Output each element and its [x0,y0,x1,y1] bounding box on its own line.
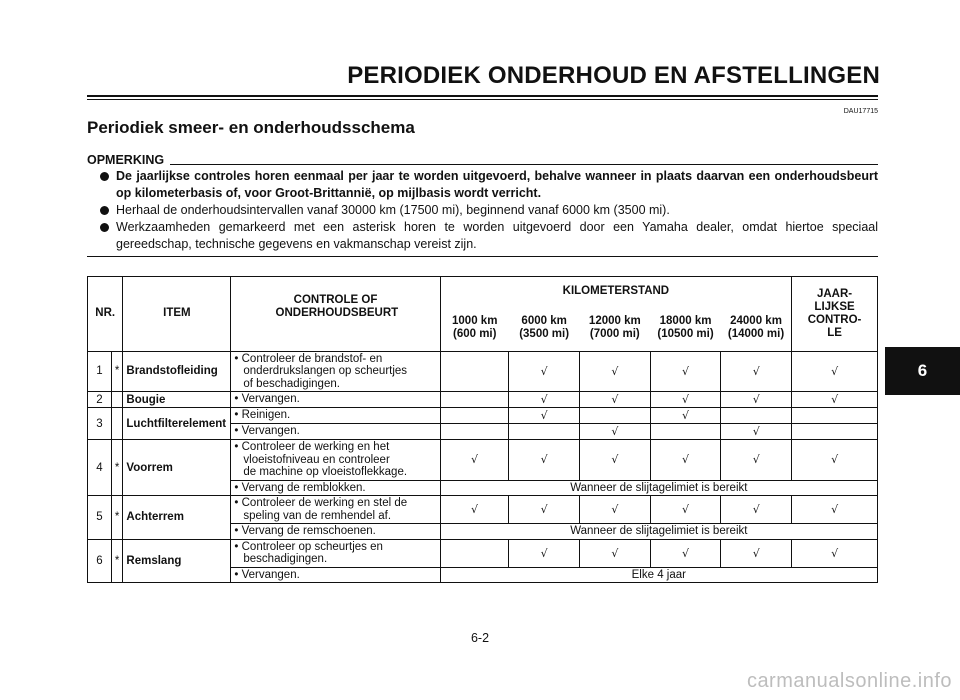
check-mark-icon: √ [792,496,878,524]
note-end-rule [87,256,878,257]
dealer-asterisk: * [111,440,122,496]
item-name: Achterrem [123,496,231,540]
maintenance-action: • Vervang de remblokken. [231,480,440,496]
check-mark-icon: √ [650,496,721,524]
table-row [88,408,878,424]
note-label: OPMERKING [87,153,165,167]
interval-note: Wanneer de slijtagelimiet is bereikt [440,480,877,496]
maintenance-action: • Controleer de brandstof- en onderdrukslangen op scheurtjes of beschadigingen. [231,351,440,392]
row-number: 1 [88,351,112,392]
note-text: De jaarlijkse controles horen eenmaal per jaar te worden uitgevoerd, behalve wanneer in plaats daarvan een onderhoudsbeurt op kilometerbasis of, voor Groot-Brittannië, op mijlbasis wordt verricht. [116,169,878,200]
check-mark-icon [650,424,721,440]
interval-note: Elke 4 jaar [440,567,877,583]
check-mark-icon: √ [650,392,721,408]
check-mark-icon: √ [509,351,580,392]
header-check: CONTROLE OF ONDERHOUDSBEURT [231,277,440,352]
dealer-asterisk [111,392,122,408]
check-mark-icon: √ [509,440,580,481]
table-row [88,440,878,481]
check-mark-icon: √ [721,539,792,567]
maintenance-action: • Controleer op scheurtjes en beschadigingen. [231,539,440,567]
maintenance-action: • Vervangen. [231,392,440,408]
maintenance-action: • Reinigen. [231,408,440,424]
check-mark-icon [440,539,509,567]
check-mark-icon: √ [721,424,792,440]
table-header-row [88,277,878,306]
check-mark-icon [792,424,878,440]
item-name: Brandstofleiding [123,351,231,392]
check-mark-icon: √ [579,424,650,440]
chapter-rule [87,95,878,97]
doc-code: DAU17715 [843,108,878,115]
header-annual: JAAR-LIJKSE CONTRO-LE [792,277,878,352]
chapter-rule-thin [87,99,878,100]
check-mark-icon [440,351,509,392]
dealer-asterisk: * [111,539,122,583]
header-interval: 12000 km (7000 mi) [579,305,650,351]
check-mark-icon: √ [792,539,878,567]
row-number: 5 [88,496,112,540]
check-mark-icon: √ [650,408,721,424]
check-mark-icon: √ [721,392,792,408]
row-number: 2 [88,392,112,408]
item-name: Luchtfilterelement [123,408,231,440]
header-odometer: KILOMETERSTAND [440,277,792,306]
header-interval: 1000 km (600 mi) [440,305,509,351]
check-mark-icon: √ [579,351,650,392]
table-row [88,351,878,392]
row-number: 6 [88,539,112,583]
item-name: Remslang [123,539,231,583]
bullet-icon [100,172,109,181]
maintenance-action: • Vervangen. [231,567,440,583]
row-number: 4 [88,440,112,496]
header-interval: 24000 km (14000 mi) [721,305,792,351]
check-mark-icon [440,408,509,424]
maintenance-action: • Controleer de werking en stel de speling van de remhendel af. [231,496,440,524]
dealer-asterisk: * [111,351,122,392]
check-mark-icon: √ [650,351,721,392]
check-mark-icon: √ [579,539,650,567]
note-item [100,202,878,219]
note-header [87,153,878,167]
header-item: ITEM [123,277,231,352]
check-mark-icon: √ [440,496,509,524]
note-text: Werkzaamheden gemarkeerd met een asterisk horen te worden uitgevoerd door een Yamaha dealer, omdat hiertoe speciaal gereedschap, technische gegevens en vakmanschap vereist zijn. [116,220,878,251]
note-rule [170,164,878,165]
check-mark-icon: √ [509,496,580,524]
maintenance-action: • Vervangen. [231,424,440,440]
header-interval: 18000 km (10500 mi) [650,305,721,351]
check-mark-icon: √ [579,392,650,408]
item-name: Bougie [123,392,231,408]
check-mark-icon: √ [650,440,721,481]
check-mark-icon: √ [650,539,721,567]
check-mark-icon: √ [792,392,878,408]
check-mark-icon: √ [579,496,650,524]
page-number: 6-2 [470,631,490,645]
check-mark-icon: √ [721,496,792,524]
check-mark-icon: √ [440,440,509,481]
check-mark-icon: √ [721,351,792,392]
check-mark-icon [440,392,509,408]
check-mark-icon [440,424,509,440]
header-interval: 6000 km (3500 mi) [509,305,580,351]
note-item [100,219,878,253]
check-mark-icon: √ [792,351,878,392]
chapter-tab: 6 [885,347,960,395]
note-item [100,168,878,202]
maintenance-schedule-table [87,276,878,583]
check-mark-icon: √ [792,440,878,481]
table-row [88,392,878,408]
item-name: Voorrem [123,440,231,496]
check-mark-icon: √ [509,408,580,424]
check-mark-icon: √ [509,539,580,567]
check-mark-icon [721,408,792,424]
check-mark-icon [509,424,580,440]
check-mark-icon: √ [579,440,650,481]
check-mark-icon: √ [509,392,580,408]
bullet-icon [100,206,109,215]
interval-note: Wanneer de slijtagelimiet is bereikt [440,524,877,540]
maintenance-action: • Controleer de werking en het vloeistofniveau en controleer de machine op vloeistoflekkage. [231,440,440,481]
header-nr: NR. [88,277,123,352]
check-mark-icon: √ [721,440,792,481]
section-title: Periodiek smeer- en onderhoudsschema [87,118,415,137]
maintenance-action: • Vervang de remschoenen. [231,524,440,540]
watermark: carmanualsonline.info [746,670,952,692]
table-row [88,539,878,567]
dealer-asterisk [111,408,122,440]
chapter-title: PERIODIEK ONDERHOUD EN AFSTELLINGEN [347,62,880,89]
row-number: 3 [88,408,112,440]
check-mark-icon [792,408,878,424]
note-text: Herhaal de onderhoudsintervallen vanaf 30000 km (17500 mi), beginnend vanaf 6000 km (3500 mi). [116,203,670,217]
bullet-icon [100,223,109,232]
table-row [88,496,878,524]
dealer-asterisk: * [111,496,122,540]
check-mark-icon [579,408,650,424]
note-list [100,168,878,253]
